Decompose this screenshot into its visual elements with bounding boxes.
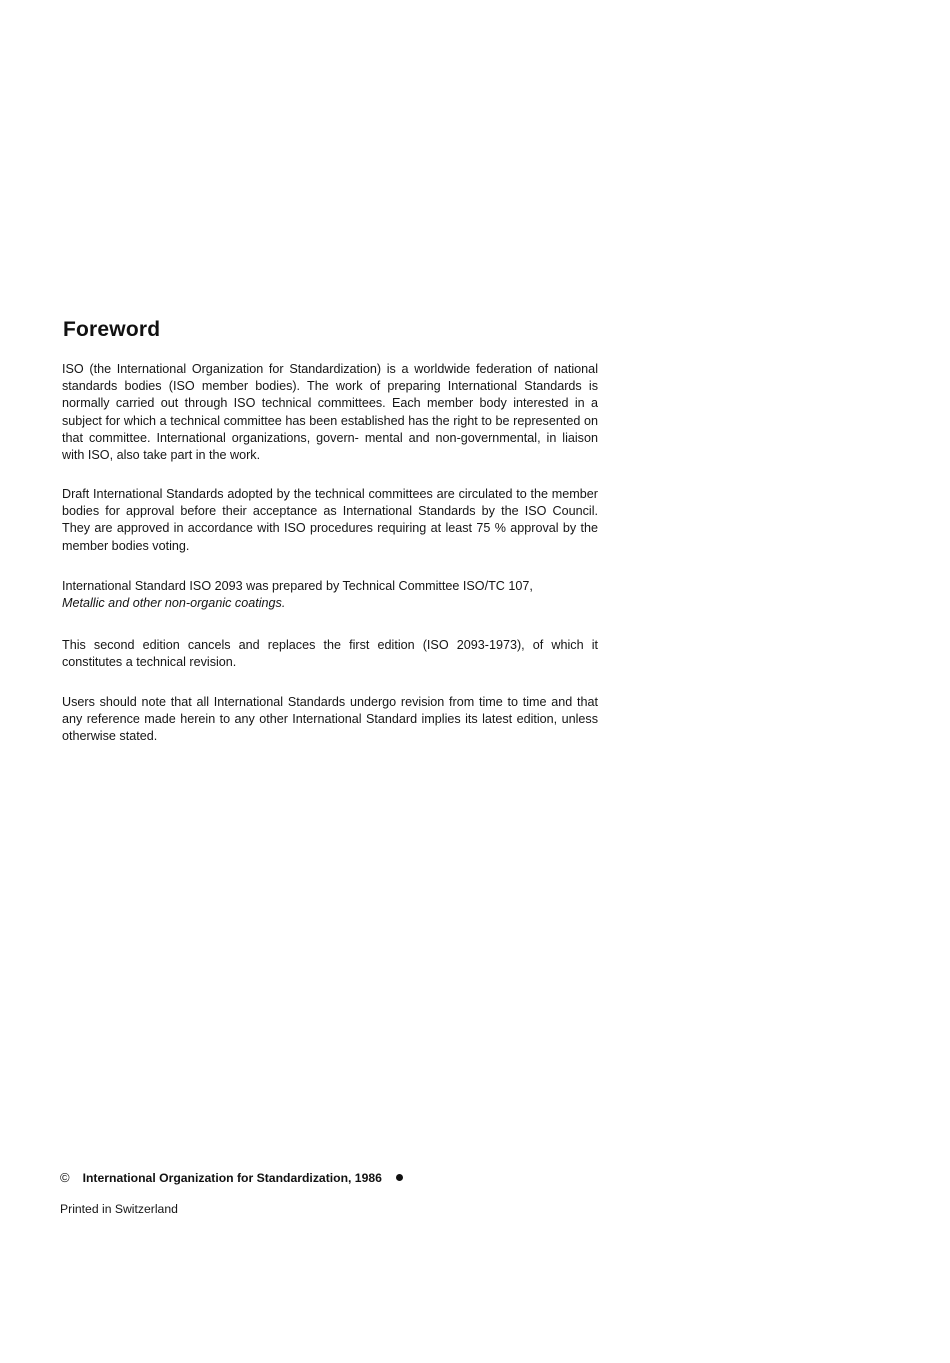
- foreword-paragraph-revision: Users should note that all International Standards undergo revision from time to time and that any reference made herein to any other International Standard implies its latest edition, unless otherwise stated.: [62, 695, 598, 744]
- printed-location: Printed in Switzerland: [60, 1202, 178, 1216]
- foreword-paragraph-drafts: Draft International Standards adopted by the technical committees are circulated to the member bodies for approval before their acceptance as International Standards by the ISO Council. They are approved in accordance with ISO procedures requiring at least 75 % approval by the member bodies voting.: [62, 487, 598, 553]
- copyright-notice: [60, 1170, 403, 1185]
- copyright-icon: ©: [60, 1170, 70, 1185]
- bullet-icon: [396, 1174, 403, 1181]
- committee-title: Metallic and other non-organic coatings.: [62, 596, 286, 611]
- copyright-text: International Organization for Standardization, 1986: [82, 1170, 382, 1185]
- foreword-paragraph-edition: This second edition cancels and replaces the first edition (ISO 2093-1973), of which it constitutes a technical revision.: [62, 638, 598, 670]
- foreword-paragraph-preparation: [62, 578, 598, 612]
- preparation-text: International Standard ISO 2093 was prepared by Technical Committee ISO/TC 107,: [62, 579, 533, 593]
- foreword-paragraph-iso: ISO (the International Organization for Standardization) is a worldwide federation of national standards bodies (ISO member bodies). The work of preparing International Standards is normally carried out through ISO technical committees. Each member body interested in a subject for which a technical committee has been established has the right to be represented on that committee. International organizations, govern- mental and non-governmental, in liaison with ISO, also take part in the work.: [62, 362, 598, 463]
- page-title: Foreword: [63, 318, 161, 341]
